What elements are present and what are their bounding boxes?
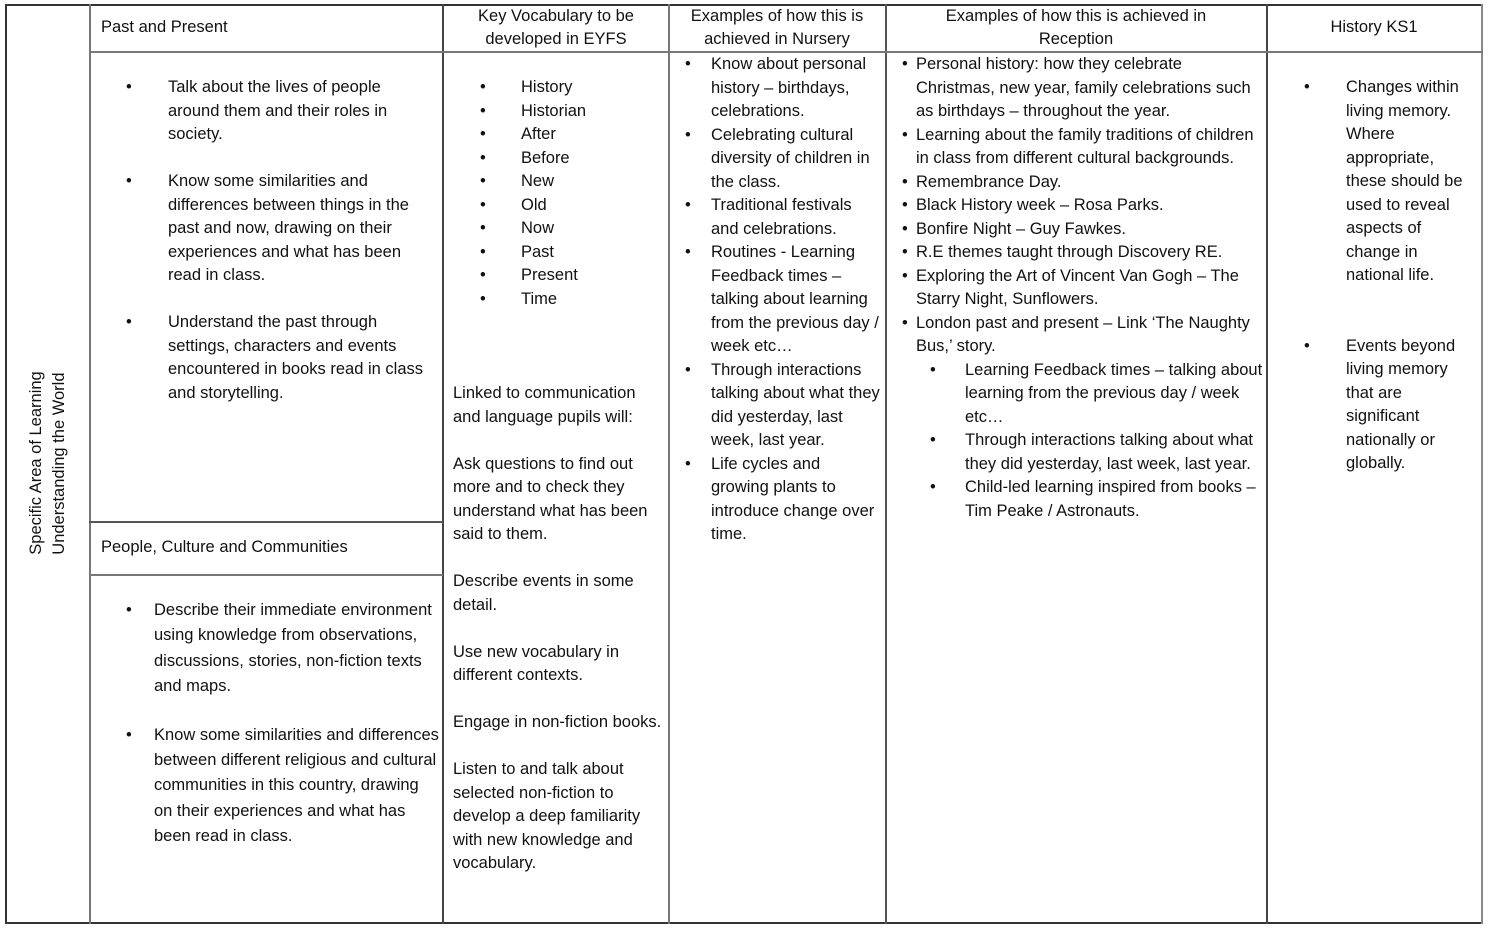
- vocabulary-word: • Historian: [444, 100, 664, 124]
- list-item: • Know some similarities and differences between different religious and cultural communities in this country, drawing on their experiences and what has been read in class.: [90, 723, 440, 849]
- side-label: [25, 371, 71, 554]
- table-border-bottom: [5, 922, 1483, 924]
- table-border-left: [5, 4, 7, 924]
- list-item: • Know about personal history – birthdays, celebrations.: [683, 53, 881, 124]
- vocabulary-word: • Time: [444, 288, 664, 312]
- vocabulary-linked-item: Describe events in some detail.: [453, 572, 634, 614]
- side-label-line1: Specific Area of Learning: [27, 371, 45, 555]
- vocabulary-word: • Now: [444, 217, 664, 241]
- list-item: • Learning Feedback times – talking about learning from the previous day / week etc…: [902, 359, 1264, 430]
- reception-list: [902, 53, 1264, 359]
- vocabulary-word: • Present: [444, 264, 664, 288]
- list-item: • Talk about the lives of people around them and their roles in society.: [90, 76, 435, 147]
- header-reception: [920, 5, 1232, 51]
- people-culture-cell: [90, 598, 440, 849]
- header-key-vocabulary-text: Key Vocabulary to be developed in EYFS: [478, 7, 634, 48]
- reception-sub-list: [902, 359, 1264, 524]
- list-item: • Routines - Learning Feedback times – talking about learning from the previous day / week etc…: [683, 241, 881, 359]
- vocabulary-linked-item: Ask questions to find out more and to check they understand what has been said to them.: [453, 454, 648, 543]
- vocabulary-cell: [444, 76, 664, 311]
- vocabulary-linked-item: Listen to and talk about selected non-fiction to develop a deep familiarity with new knowledge and vocabulary.: [453, 760, 641, 872]
- list-item: • Bonfire Night – Guy Fawkes.: [902, 218, 1264, 242]
- vocabulary-word: • Old: [444, 194, 664, 218]
- list-item: • Know some similarities and differences between things in the past and now, drawing on their experiences and what has been read in class.: [90, 170, 435, 288]
- header-nursery-text: Examples of how this is achieved in Nursery: [690, 7, 864, 48]
- vocabulary-list: [444, 76, 664, 311]
- list-item: • Traditional festivals and celebrations.: [683, 194, 881, 241]
- list-item: • Events beyond living memory that are significant nationally or globally.: [1268, 335, 1476, 476]
- list-item: • Learning about the family traditions of children in class from different cultural backgrounds.: [902, 124, 1264, 171]
- row-divider-people-top: [89, 521, 443, 523]
- vocabulary-word: • Before: [444, 147, 664, 171]
- list-item: • Celebrating cultural diversity of children in the class.: [683, 124, 881, 195]
- ks1-list: [1268, 76, 1476, 476]
- list-item: • Personal history: how they celebrate Christmas, new year, family celebrations such as birthdays – throughout the year.: [902, 53, 1264, 124]
- past-present-list: [90, 76, 435, 405]
- vocabulary-word: • New: [444, 170, 664, 194]
- side-label-cell: [18, 0, 78, 922]
- list-item: • Life cycles and growing plants to introduce change over time.: [683, 453, 881, 547]
- list-item: • Through interactions talking about what they did yesterday, last week, last year.: [683, 359, 881, 453]
- list-item: • Child-led learning inspired from books – Tim Peake / Astronauts.: [902, 476, 1264, 523]
- header-past-and-present: [101, 16, 431, 39]
- col-divider-4: [885, 4, 887, 924]
- list-item: • Understand the past through settings, characters and events encountered in books read in class and storytelling.: [90, 311, 435, 405]
- vocabulary-word: • Past: [444, 241, 664, 265]
- col-divider-3: [668, 4, 670, 924]
- side-label-line2: Understanding the World: [50, 372, 68, 555]
- ks1-cell: [1268, 76, 1476, 476]
- header-history-ks1: [1268, 16, 1480, 39]
- nursery-cell: [683, 53, 881, 547]
- list-item: • Through interactions talking about what they did yesterday, last week, last year.: [902, 429, 1264, 476]
- header-past-and-present-text: Past and Present: [101, 18, 228, 36]
- vocabulary-word: • After: [444, 123, 664, 147]
- table-border-right: [1481, 4, 1483, 924]
- reception-cell: [902, 53, 1264, 523]
- list-item: • Describe their immediate environment using knowledge from observations, discussions, stories, non-fiction texts and maps.: [90, 598, 440, 699]
- header-nursery: [676, 5, 878, 51]
- list-item: • Exploring the Art of Vincent Van Gogh – The Starry Night, Sunflowers.: [902, 265, 1264, 312]
- list-item: • London past and present – Link ‘The Naughty Bus,’ story.: [902, 312, 1264, 359]
- list-item: • Black History week – Rosa Parks.: [902, 194, 1264, 218]
- vocabulary-linked-item: Use new vocabulary in different contexts.: [453, 642, 619, 684]
- vocabulary-word: • History: [444, 76, 664, 100]
- header-reception-text: Examples of how this is achieved in Reception: [945, 7, 1207, 48]
- list-item: • Changes within living memory. Where appropriate, these should be used to reveal aspects of change in national life.: [1268, 76, 1476, 288]
- vocabulary-linked-cell: [453, 382, 665, 899]
- nursery-list: [683, 53, 881, 547]
- row-divider-people-bottom: [89, 574, 443, 576]
- people-culture-heading-cell: [101, 536, 431, 560]
- past-present-cell: [90, 76, 435, 405]
- list-item: • Remembrance Day.: [902, 171, 1264, 195]
- people-culture-heading: People, Culture and Communities: [101, 538, 348, 556]
- header-key-vocabulary: [456, 5, 656, 51]
- list-item: • R.E themes taught through Discovery RE.: [902, 241, 1264, 265]
- vocabulary-linked-intro: Linked to communication and language pupils will:: [453, 384, 636, 426]
- people-culture-list: [90, 598, 440, 849]
- vocabulary-linked-item: Engage in non-fiction books.: [453, 713, 662, 731]
- header-history-ks1-text: History KS1: [1330, 18, 1418, 36]
